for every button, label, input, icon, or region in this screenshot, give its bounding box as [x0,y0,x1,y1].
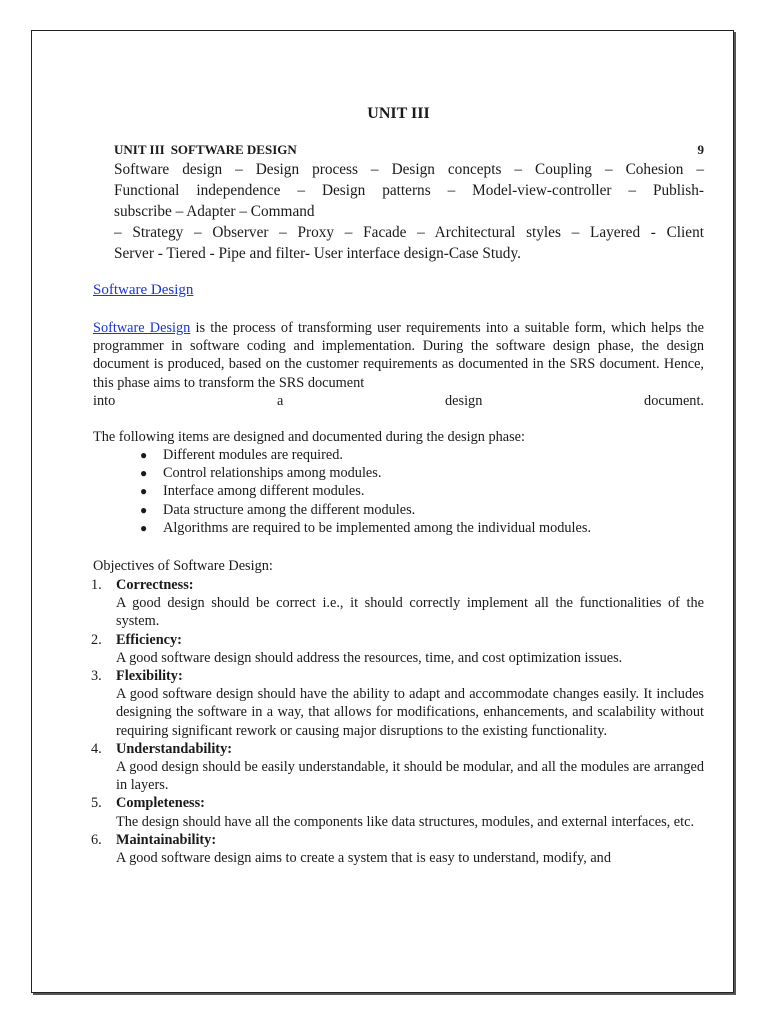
list-item-text: Control relationships among modules. [163,465,382,482]
bullet-icon: ● [140,484,148,499]
objective-number: 6. [91,831,102,848]
intro-word: document. [644,392,704,409]
objective-number: 3. [91,668,102,685]
intro-paragraph [93,319,704,410]
design-items-intro: The following items are designed and documented during the design phase: [93,429,525,445]
objective-item [91,831,704,867]
syllabus-line: subscribe – Adapter – Command [114,203,315,220]
objective-title: Flexibility: [116,668,183,685]
objective-item [91,631,704,667]
list-item [93,464,591,482]
objective-description: A good design should be easily understandable, it should be modular, and all the modules are arranged in layers. [116,759,704,794]
objective-title: Correctness: [116,577,194,593]
bullet-icon: ● [140,520,148,535]
bullet-icon: ● [140,502,148,517]
syllabus-unit-title [114,141,303,159]
list-item [93,519,591,537]
objectives-title: Objectives of Software Design: [93,558,273,574]
software-design-heading-link[interactable]: Software Design [93,282,194,298]
objective-title: Completeness: [116,795,205,812]
intro-word: into [93,392,116,409]
intro-last-line [93,392,704,410]
list-item [93,482,591,500]
list-item-text: Data structure among the different modules. [163,501,416,518]
intro-word: a [276,392,284,409]
objective-number: 5. [91,795,102,812]
list-item-text: Interface among different modules. [163,483,365,500]
objective-item [91,740,704,795]
unit-heading: UNIT III [367,105,430,122]
objectives-list [91,576,704,867]
software-design-inline-link[interactable]: Software Design [93,320,191,336]
objective-number: 1. [91,577,102,593]
objective-description: The design should have all the components like data structures, modules, and external interfaces, etc. [116,813,695,830]
syllabus-block [114,141,704,264]
objective-title: Efficiency: [116,631,182,648]
list-item [93,446,591,464]
intro-word: design [445,392,483,409]
syllabus-unit-label: UNIT III [114,142,165,157]
syllabus-line: Functional independence – Design patterns – Model-view-controller – Publish- [114,182,704,199]
syllabus-unit-name: SOFTWARE DESIGN [170,142,297,157]
bullet-icon: ● [140,466,148,481]
list-item-text: Algorithms are required to be implemented among the individual modules. [163,519,592,536]
design-items-list [93,446,591,537]
objective-number: 2. [91,631,102,648]
objective-item [91,667,704,740]
intro-text: is the process of transforming user requirements into a suitable form, which helps the programmer in software coding and implementation. During the software design phase, the design document is produced, based on the customer requirements as documented in the SRS document. Hence, this phase aims to transform the SRS document [93,320,705,391]
list-item-text: Different modules are required. [163,447,343,463]
syllabus-hours: 9 [697,142,704,157]
objective-description: A good software design should have the ability to adapt and accommodate changes easily. It includes designing the software in a way, that allows for modifications, enhancements, and scalability without requiring significant rework or causing major disruptions to the existing functionality. [116,686,704,739]
syllabus-line: Software design – Design process – Design concepts – Coupling – Cohesion – [114,161,704,178]
list-item [93,501,591,519]
objective-description: A good design should be correct i.e., it should correctly implement all the functionalities of the system. [116,595,704,630]
syllabus-line: – Strategy – Observer – Proxy – Facade – Architectural styles – Layered - Client [114,224,704,241]
syllabus-topics [114,159,704,264]
objective-description: A good software design should address the resources, time, and cost optimization issues. [116,649,623,666]
objective-item [91,576,704,631]
objective-item [91,794,704,830]
syllabus-line: Server - Tiered - Pipe and filter- User interface design-Case Study. [114,245,521,262]
objective-title: Maintainability: [116,831,217,848]
bullet-icon: ● [140,448,148,462]
objective-description: A good software design aims to create a system that is easy to understand, modify, and [116,850,611,867]
syllabus-header [114,141,704,159]
objective-title: Understandability: [116,740,232,757]
objective-number: 4. [91,740,102,757]
